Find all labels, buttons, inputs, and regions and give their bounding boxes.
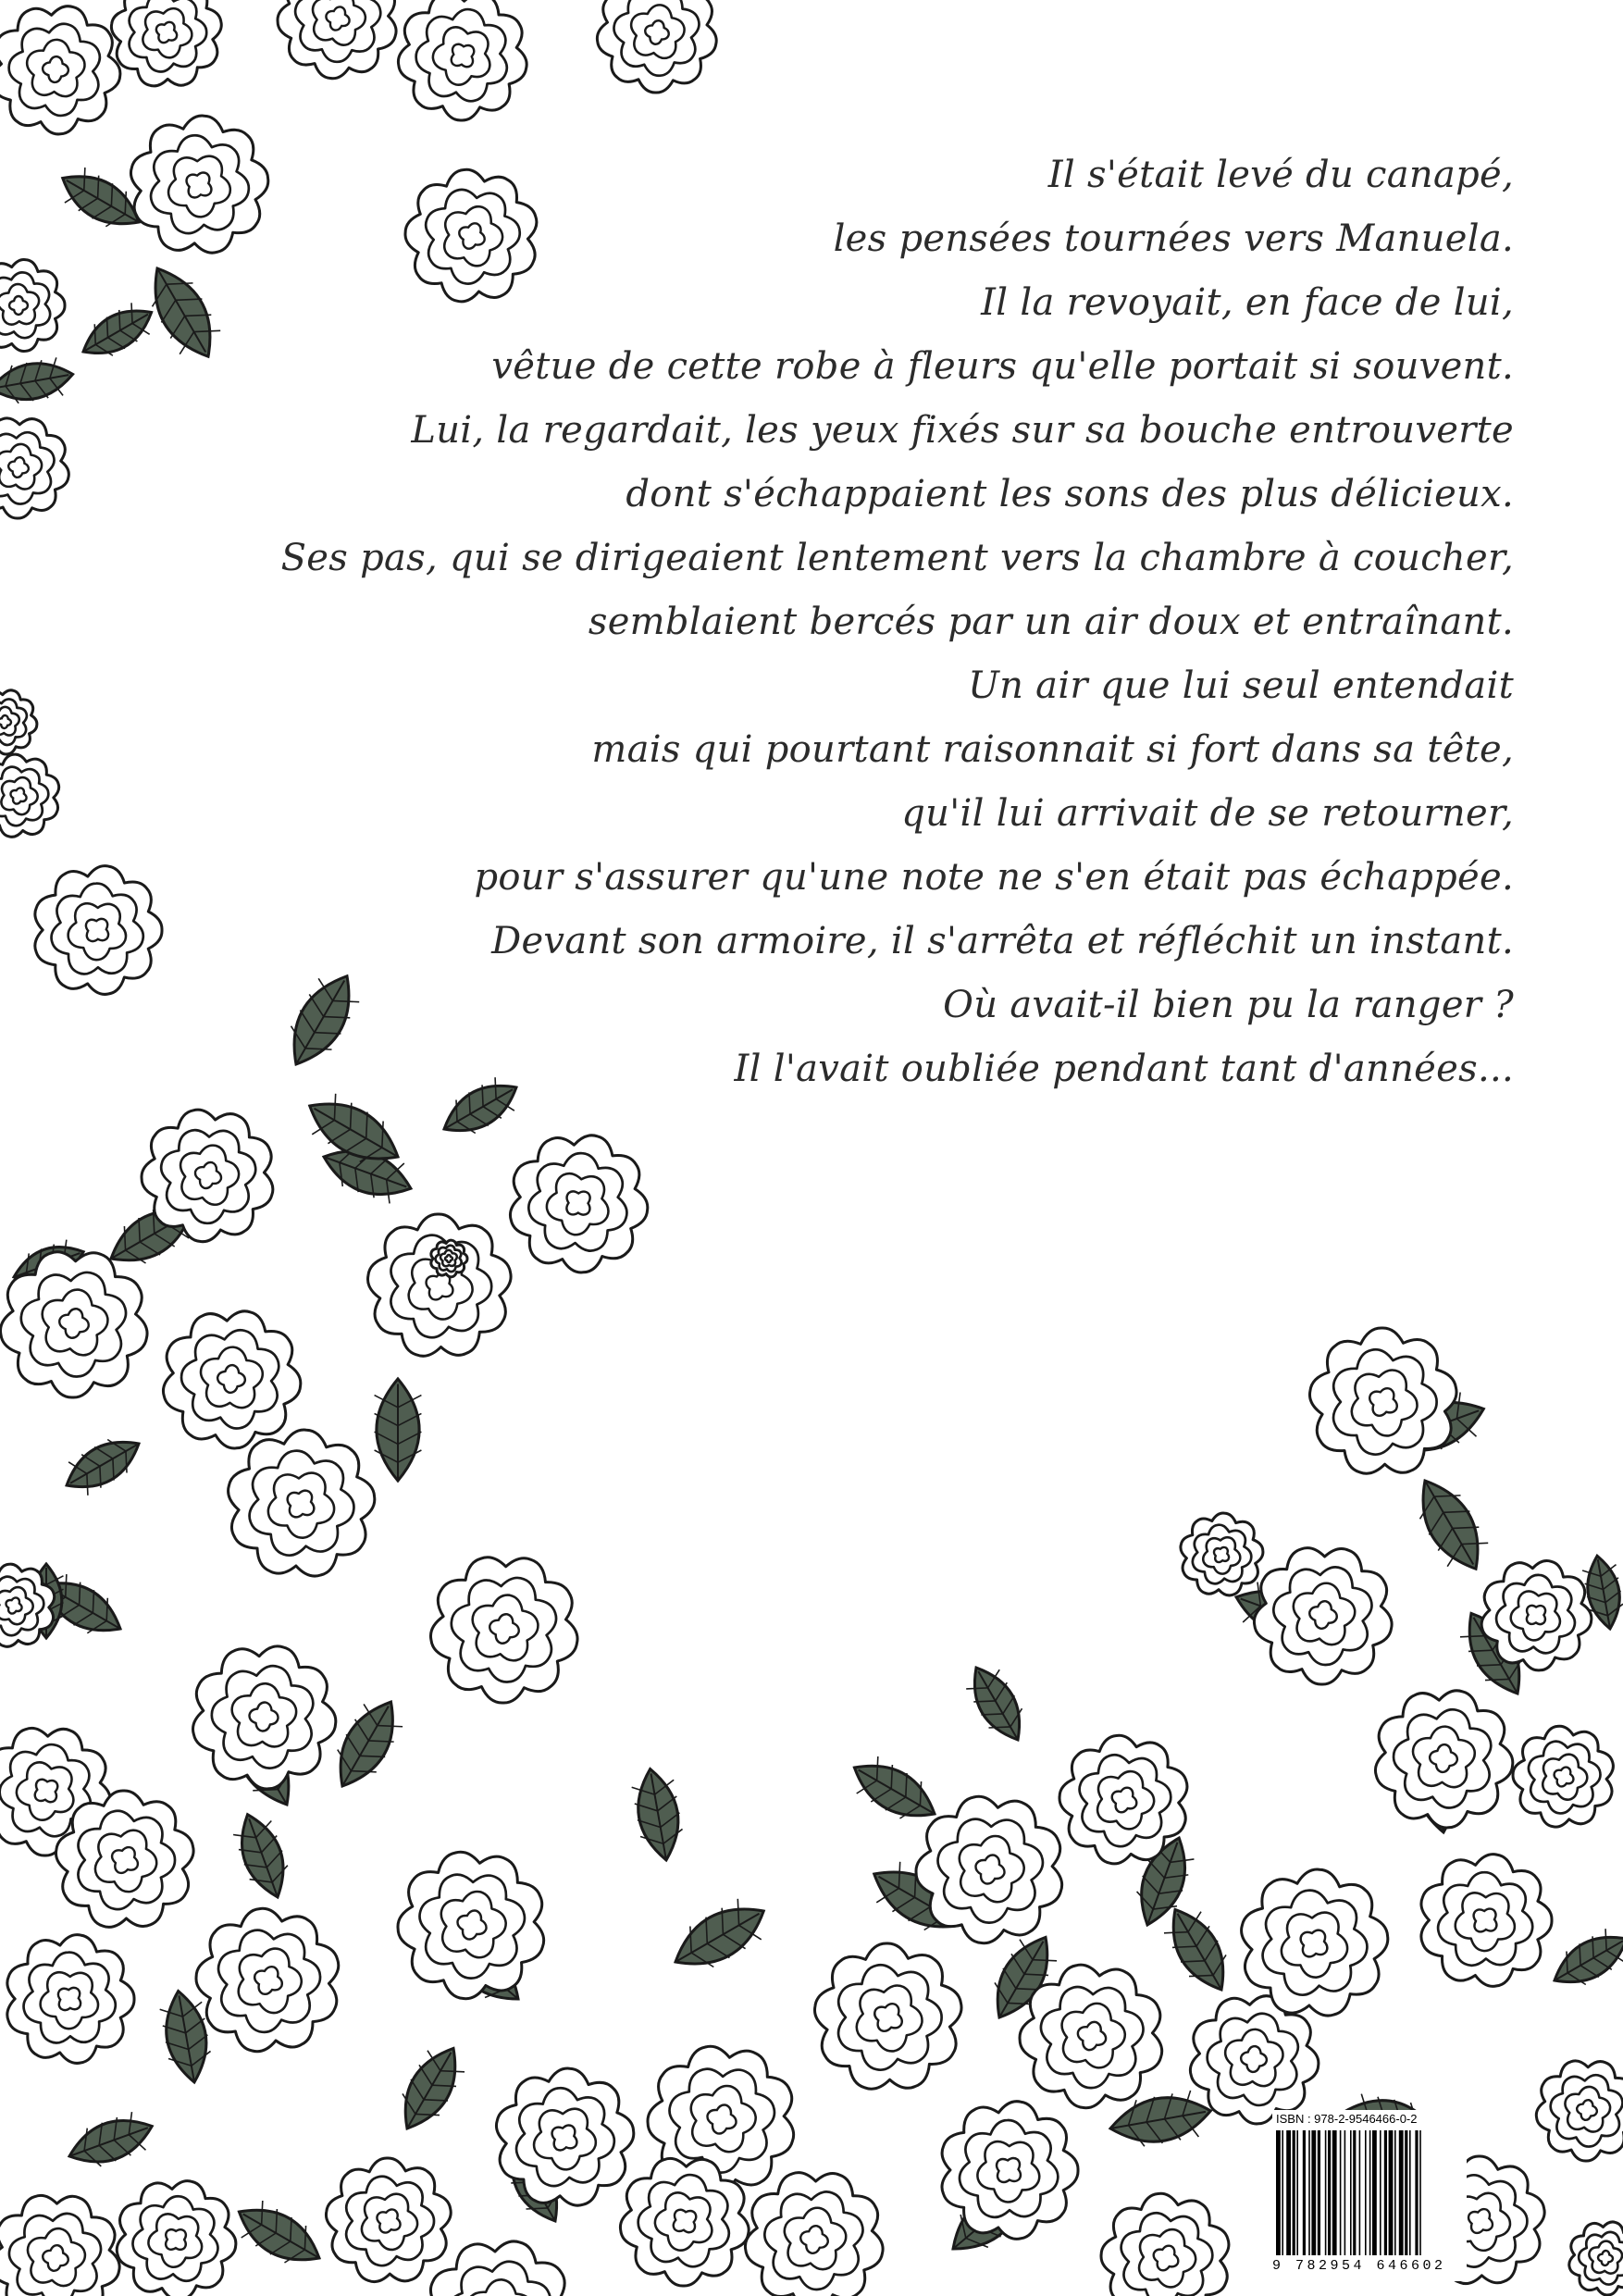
leaf-icon (629, 1766, 688, 1865)
flower-icon (142, 1110, 273, 1242)
poem-line: Devant son armoire, il s'arrêta et réfléchit un instant. (491, 920, 1514, 962)
flower-icon (427, 2241, 574, 2296)
leaf-icon (844, 1749, 946, 1832)
flower-icon (111, 0, 221, 86)
flower-icon (597, 0, 716, 93)
flower-icon (1020, 1965, 1162, 2108)
leaf-icon (62, 2107, 158, 2176)
leaf-icon (663, 1891, 775, 1982)
flower-icon (163, 1311, 300, 1448)
poem-line: Il la revoyait, en face de lui, (981, 281, 1514, 324)
flower-icon (1421, 1855, 1552, 1987)
flower-icon (0, 2195, 119, 2296)
isbn-block (1272, 2110, 1467, 2281)
flower-icon (745, 2173, 883, 2296)
poem-line: Il l'avait oubliée pendant tant d'années... (734, 1048, 1514, 1090)
flower-icon (398, 1852, 544, 1998)
flower-icon (431, 1240, 467, 1277)
flower-icon (1513, 1726, 1613, 1827)
leaf-icon (157, 1988, 216, 2087)
flower-icon (1190, 1996, 1319, 2124)
leaf-icon (57, 1427, 149, 1502)
leaf-icon (229, 1807, 297, 1904)
leaf-icon (1157, 1899, 1240, 2001)
flower-icon (278, 0, 396, 79)
poem-line: vêtue de cette robe à fleurs qu'elle portait si souvent. (491, 345, 1514, 388)
poem-line: Où avait-il bien pu la ranger ? (943, 984, 1514, 1026)
flower-icon (192, 1646, 335, 1789)
flower-icon (1569, 2222, 1623, 2295)
flower-icon (1101, 2193, 1229, 2296)
flower-icon (1536, 2061, 1623, 2161)
flower-icon (368, 1214, 512, 1356)
leaf-icon (323, 1691, 411, 1797)
poem-line: Il s'était levé du canapé, (1047, 154, 1514, 196)
flower-icon (430, 1558, 577, 1703)
flower-icon (1181, 1513, 1263, 1595)
leaf-icon (229, 2193, 330, 2277)
flower-icon (56, 1791, 193, 1927)
leaf-icon (960, 1658, 1035, 1750)
flower-icon (1375, 1691, 1512, 1828)
flower-icon (1254, 1548, 1392, 1684)
poem-line: dont s'échappaient les sons des plus délicieux. (626, 473, 1514, 515)
poem-line: semblaient bercés par un air doux et entraînant. (588, 601, 1514, 643)
poem-line: Lui, la regardait, les yeux fixés sur sa bouche entrouverte (411, 409, 1514, 452)
poem-line: pour s'assurer qu'une note ne s'en était pas échappée. (474, 856, 1514, 899)
poem-line: Ses pas, qui se dirigeaient lentement vers la chambre à coucher, (280, 537, 1514, 579)
flower-icon (196, 1908, 339, 2051)
poem-line: Un air que lui seul entendait (968, 664, 1514, 707)
flower-icon (510, 1136, 647, 1272)
flower-icon (0, 6, 120, 134)
flower-icon (1481, 1560, 1592, 1669)
barcode-digits: 9 782954 646602 (1272, 2258, 1446, 2274)
poem-line: les pensées tournées vers Manuela. (833, 217, 1514, 260)
flower-icon (398, 0, 527, 120)
flower-icon (326, 2158, 451, 2282)
leaf-icon (389, 2038, 472, 2140)
isbn-label: ISBN : 978-2-9546466-0-2 (1276, 2112, 1418, 2126)
flower-icon (229, 1430, 375, 1576)
barcode-icon (1272, 2130, 1467, 2260)
flower-icon (1242, 1869, 1388, 2016)
leaf-icon (1545, 1922, 1623, 1997)
flower-icon (117, 2181, 236, 2296)
flower-icon (7, 1935, 134, 2064)
poem-line: mais qui pourtant raisonnait si fort dans sa tête, (591, 728, 1514, 771)
leaf-icon (375, 1379, 422, 1481)
poem-text (0, 143, 1514, 1101)
flower-icon (916, 1796, 1062, 1942)
flower-icon (814, 1943, 961, 2089)
flower-icon (1309, 1328, 1456, 1473)
poem-line: qu'il lui arrivait de se retourner, (901, 792, 1514, 835)
leaf-icon (1405, 1469, 1496, 1581)
